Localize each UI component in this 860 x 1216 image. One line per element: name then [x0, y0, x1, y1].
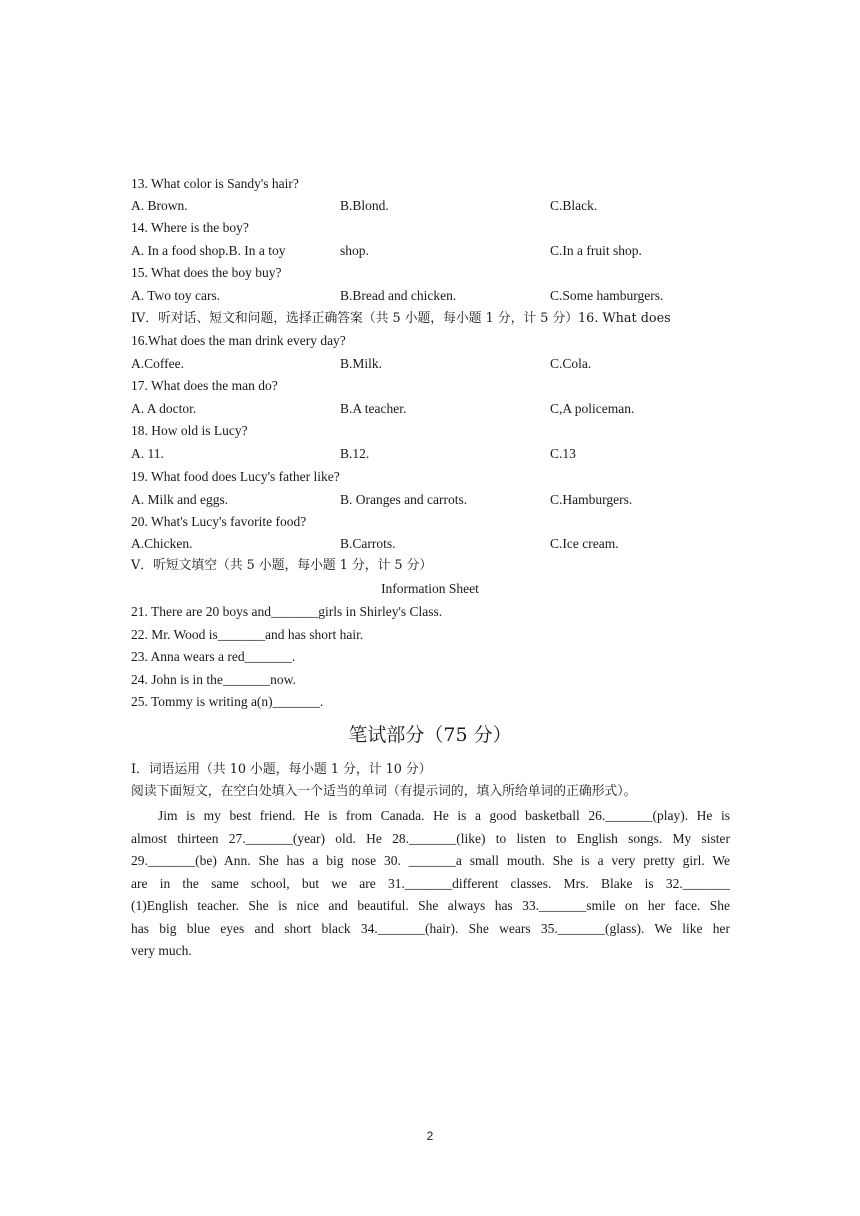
option-c: C.Cola. [550, 356, 592, 371]
fill-item-23: 23. Anna wears a red_______. [131, 649, 296, 664]
passage-line: (1)English teacher. She is nice and beautiful. She always has 33._______smile on her face. She [131, 898, 730, 913]
written-part-title: 笔试部分（75 分） [348, 724, 512, 746]
question-15: 15. What does the boy buy? [131, 265, 282, 280]
section-v-header: V．听短文填空（共 5 小题，每小题 1 分，计 5 分） [131, 558, 433, 573]
option-b: B.Bread and chicken. [340, 288, 457, 303]
question-20: 20. What's Lucy's favorite food? [131, 514, 307, 529]
passage-line: almost thirteen 27._______(year) old. He 28._______(like) to listen to English songs. My sister [131, 830, 730, 846]
written-section-i-header: I．词语运用（共 10 小题，每小题 1 分，计 10 分） [131, 762, 432, 777]
section-iv-header: IV．听对话、短文和问题，选择正确答案（共 5 小题，每小题 1 分，计 5 分）16. What does [131, 311, 671, 326]
fill-item-21: 21. There are 20 boys and_______girls in Shirley's Class. [131, 604, 443, 619]
fill-item-24: 24. John is in the_______now. [131, 672, 296, 687]
option-a: A. Brown. [131, 198, 188, 213]
option-b: B.Carrots. [340, 536, 396, 551]
option-a: A. A doctor. [131, 401, 197, 416]
option-c: C.Some hamburgers. [550, 288, 664, 303]
page-number: 2 [426, 1129, 434, 1143]
fill-item-25: 25. Tommy is writing a(n)_______. [131, 694, 324, 709]
option-a: A. In a food shop.B. In a toy [131, 243, 286, 258]
option-b: B.Blond. [340, 198, 389, 213]
question-17: 17. What does the man do? [131, 378, 278, 393]
question-14: 14. Where is the boy? [131, 220, 249, 235]
option-b: B. Oranges and carrots. [340, 492, 468, 507]
option-a: A. Two toy cars. [131, 288, 221, 303]
passage-line: very much. [131, 943, 192, 958]
option-a: A. Milk and eggs. [131, 492, 229, 507]
passage-line: Jim is my best friend. He is from Canada. He is a good basketball 26._______(play). He is [158, 808, 730, 823]
question-19: 19. What food does Lucy's father like? [131, 469, 340, 484]
option-c: C.Ice cream. [550, 536, 619, 551]
written-instruction: 阅读下面短文，在空白处填入一个适当的单词（有提示词的，填入所给单词的正确形式）。 [131, 784, 637, 799]
option-b: B.Milk. [340, 356, 383, 371]
information-sheet-title: Information Sheet [381, 581, 479, 596]
option-c: C.13 [550, 446, 576, 461]
question-16: 16.What does the man drink every day? [131, 333, 346, 348]
passage-line: has big blue eyes and short black 34._______(hair). She wears 35._______(glass). We like her [131, 920, 730, 936]
option-c: C,A policeman. [550, 401, 635, 416]
option-b: B.12. [340, 446, 370, 461]
question-18: 18. How old is Lucy? [131, 423, 248, 438]
option-c: C.Black. [550, 198, 598, 213]
passage-line: 29._______(be) Ann. She has a big nose 30. _______a small mouth. She is a very pretty girl. We [131, 853, 730, 868]
option-b: shop. [340, 243, 369, 258]
option-a: A. 11. [131, 446, 164, 461]
passage [131, 805, 730, 963]
passage-line: are in the same school, but we are 31._______different classes. Mrs. Blake is 32._______ [131, 875, 730, 891]
fill-item-22: 22. Mr. Wood is_______and has short hair. [131, 627, 364, 642]
option-a: A.Coffee. [131, 356, 184, 371]
option-b: B.A teacher. [340, 401, 407, 416]
option-c: C.In a fruit shop. [550, 243, 642, 258]
question-13: 13. What color is Sandy's hair? [131, 176, 299, 191]
option-c: C.Hamburgers. [550, 492, 633, 507]
option-a: A.Chicken. [131, 536, 193, 551]
